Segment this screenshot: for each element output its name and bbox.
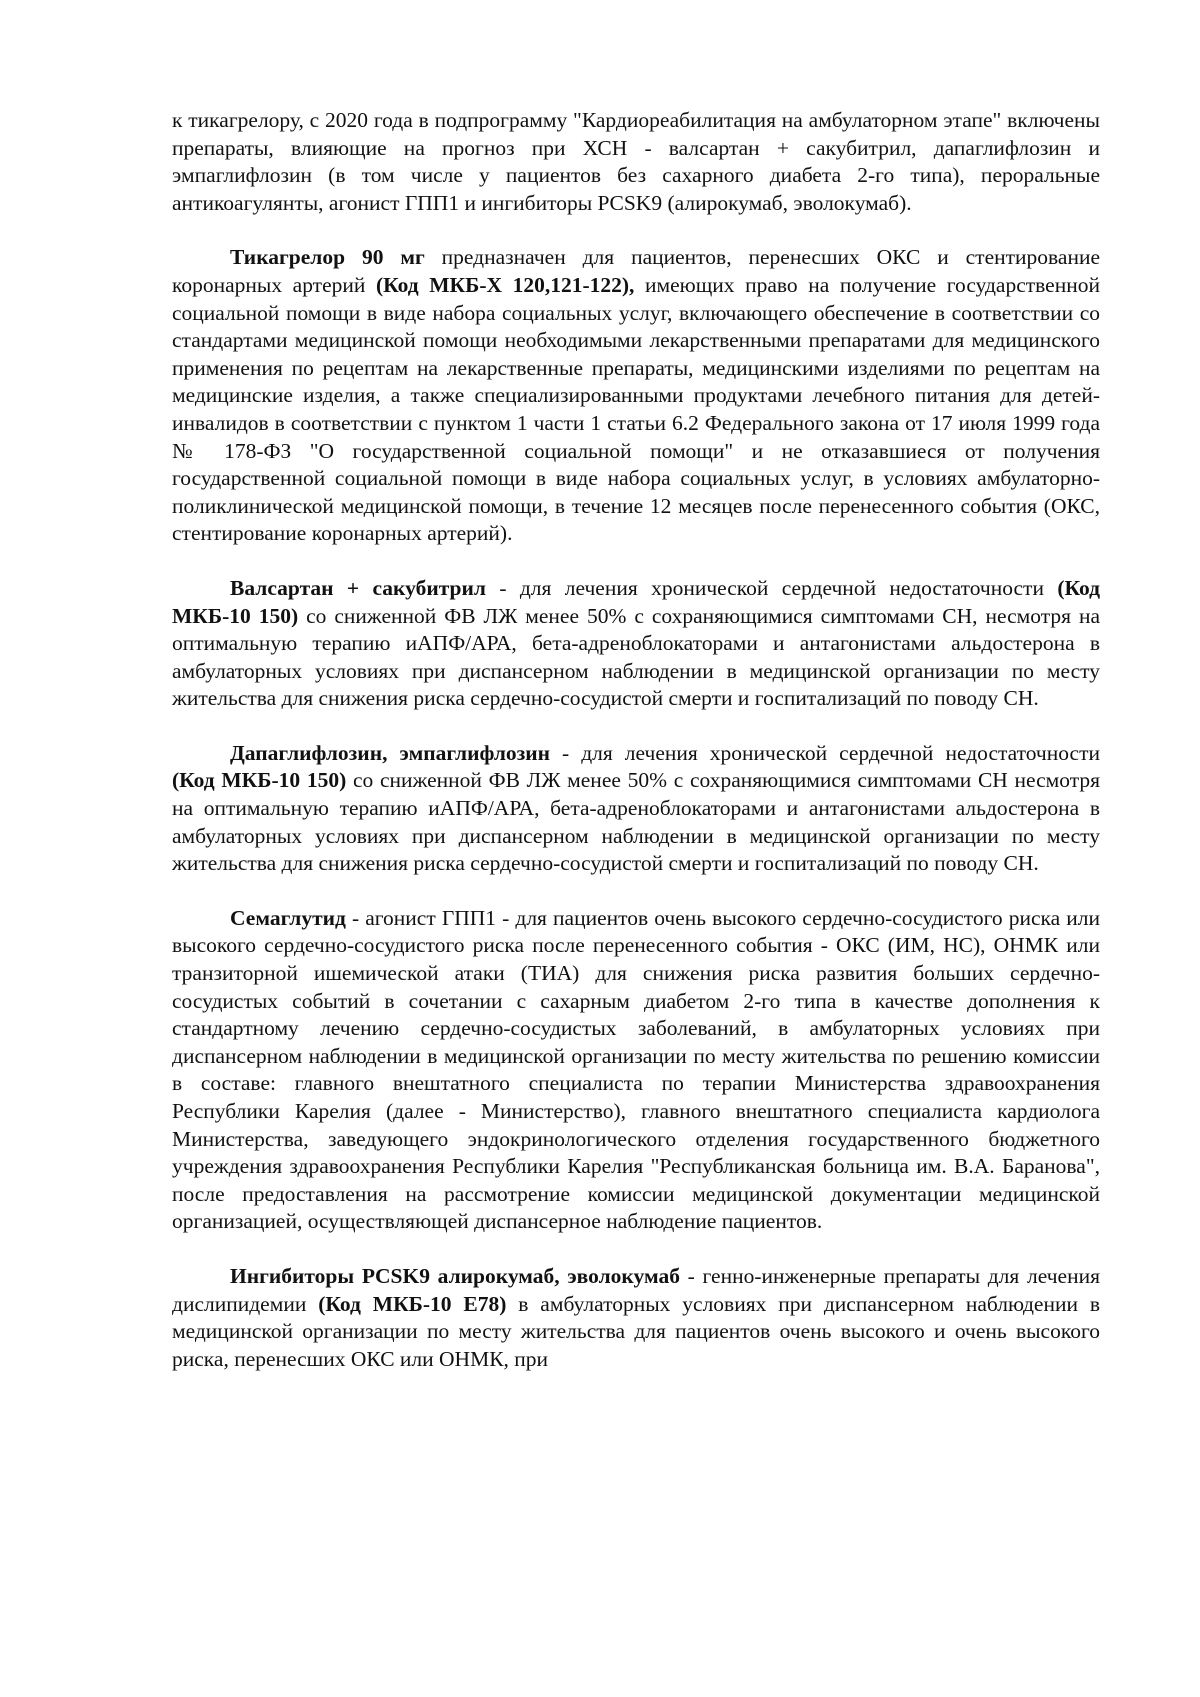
text-run: - генно-инженерные препараты для лечения дислипидемии	[172, 1263, 1100, 1316]
text-run: имеющих право на получение государственной социальной помощи в виде набора социальных услуг, включающего обеспечение в соответствии со стандартами медицинской помощи необходимыми лекарственными препаратами для медицинского применения по рецептам на лекарственные препараты, медицинскими изделиями по рецептам на медицинские изделия, а также специализированными продуктами лечебного питания для детей-инвалидов в соответствии с пунктом 1 части 1 статьи 6.2 Федерального закона от 17 июля 1999 года № 178-ФЗ "О государственной социальной помощи" и не отказавшиеся от получения государственной социальной помощи в виде набора социальных услуг, в условиях амбулаторно-поликлинической медицинской помощи, в течение 12 месяцев после перенесенного события (ОКС, стентирование коронарных артерий).	[172, 272, 1100, 546]
text-run: - для лечения хронической сердечной недостаточности	[485, 575, 1058, 600]
text-run: - для лечения хронической сердечной недостаточности	[550, 740, 1100, 765]
drug-name: Ингибиторы PCSK9 алирокумаб, эволокумаб	[230, 1263, 680, 1288]
text-run: со сниженной ФВ ЛЖ менее 50% с сохраняющимися симптомами СН несмотря на оптимальную терапию иАПФ/АРА, бета-адреноблокаторами и антагонистами альдостерона в амбулаторных условиях при диспансерном наблюдении в медицинской организации по месту жительства для снижения риска сердечно-сосудистой смерти и госпитализаций по поводу СН.	[172, 768, 1101, 876]
drug-name: Дапаглифлозин, эмпаглифлозин	[230, 740, 551, 765]
icd-code: (Код МКБ-10 Е78)	[318, 1291, 507, 1316]
text-run: - агонист ГПП1 - для пациентов очень высокого сердечно-сосудистого риска или высокого сердечно-сосудистого риска после перенесенного события - ОКС (ИМ, НС), ОНМК или транзиторной ишемической атаки (ТИА) для снижения риска развития больших сердечно-сосудистых событий в сочетании с сахарным диабетом 2-го типа в качестве дополнения к стандартному лечению сердечно-сосудистых заболеваний, в амбулаторных условиях при диспансерном наблюдении в медицинской организации по месту жительства по решению комиссии в составе: главного внештатного специалиста по терапии Министерства здравоохранения Республики Карелия (далее - Министерство), главного внештатного специалиста кардиолога Министерства, заведующего эндокринологического отделения государственного бюджетного учреждения здравоохранения Республики Карелия "Республиканская больница им. В.А. Баранова", после предоставления на рассмотрение комиссии медицинской документации медицинской организацией, осуществляющей диспансерное наблюдение пациентов.	[172, 905, 1100, 1234]
text-run: предназначен для пациентов, перенесших ОКС и стентирование коронарных артерий	[172, 245, 1100, 297]
paragraph-dapagliflozin	[172, 740, 1100, 878]
drug-name: Валсартан + сакубитрил	[230, 575, 486, 600]
icd-code: (Код МКБ-Х 120,121-122),	[375, 272, 635, 297]
drug-name: Тикагрелор 90 мг	[230, 245, 425, 270]
paragraph-ticagrelor	[172, 244, 1100, 548]
text-run: в амбулаторных условиях при диспансерном наблюдении в медицинской организации по месту жительства для пациентов очень высокого и очень высокого риска, перенесших ОКС или ОНМК, при	[172, 1291, 1100, 1371]
paragraph-valsartan	[172, 575, 1100, 713]
text-run: к тикагрелору, с 2020 года в подпрограмму "Кардиореабилитация на амбулаторном этапе" включены препараты, влияющие на прогноз при ХСН - валсартан + сакубитрил, дапаглифлозин и эмпаглифлозин (в том числе у пациентов без сахарного диабета 2-го типа), пероральные антикоагулянты, агонист ГПП1 и ингибиторы PCSK9 (алирокумаб, эволокумаб).	[172, 108, 1100, 215]
paragraph-pcsk9	[172, 1263, 1100, 1373]
paragraph-intro	[172, 107, 1100, 217]
icd-code: (Код МКБ-10 150)	[172, 575, 1100, 628]
icd-code: (Код МКБ-10 150)	[172, 768, 347, 793]
text-run: со сниженной ФВ ЛЖ менее 50% с сохраняющимися симптомами СН, несмотря на оптимальную терапию иАПФ/АРА, бета-адреноблокаторами и антагонистами альдостерона в амбулаторных условиях при диспансерном наблюдении в медицинской организации по месту жительства для снижения риска сердечно-сосудистой смерти и госпитализаций по поводу СН.	[172, 603, 1100, 711]
drug-name: Семаглутид	[230, 905, 346, 930]
paragraph-semaglutide	[172, 905, 1100, 1236]
